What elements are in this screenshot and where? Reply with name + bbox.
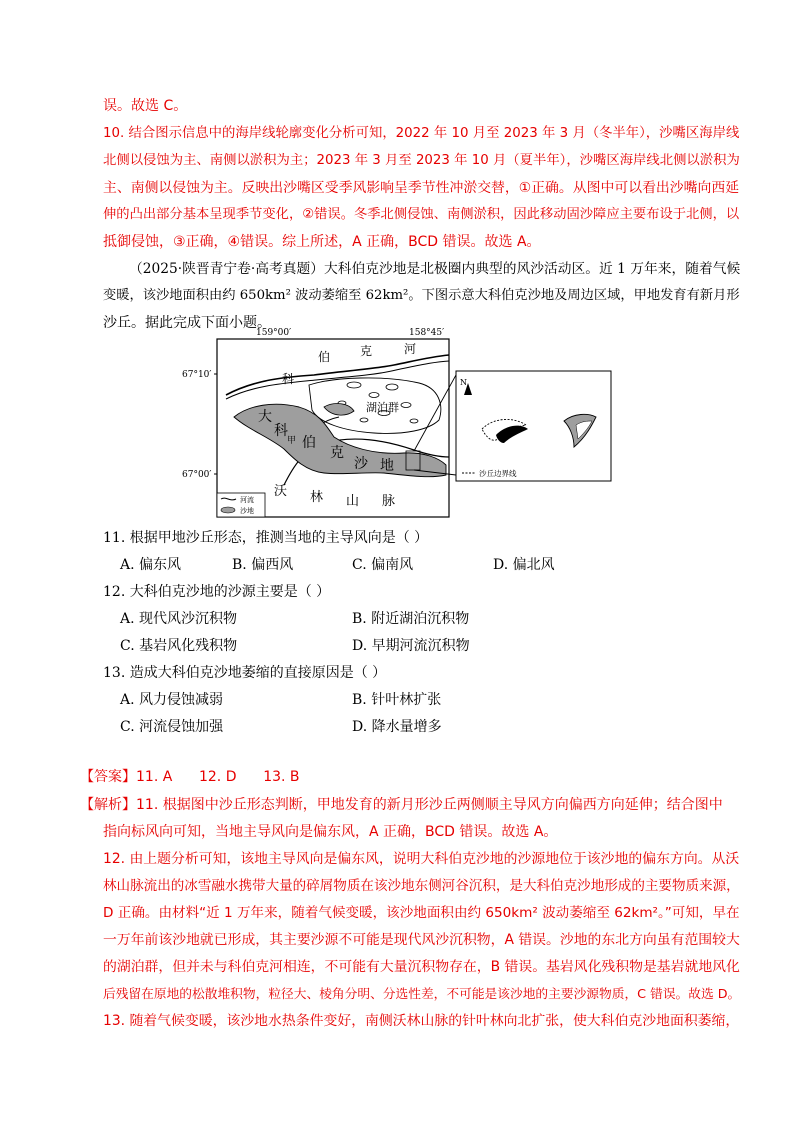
legend-river-label: 河流	[240, 496, 254, 504]
legend-sand-label: 沙地	[240, 507, 254, 515]
inset-north-label: N	[460, 378, 467, 387]
analysis-text-line: 后残留在原地的松散堆积物，粒径大、棱角分明、分选性差，不可能是该沙地的主要沙源物质，C 错误。故选 D。	[103, 986, 741, 1001]
analysis-q10-line-4: 伸的凸出部分基本呈现季节变化，②错误。冬季北侧侵蚀、南侧淤积，因此移动固沙障应主要布设于北侧，以	[103, 207, 740, 222]
analysis-text-line: D 正确。由材料“近 1 万年来，随着气候变暖，该沙地面积由约 650km² 波动萎缩至 62km²。”可知，早在	[103, 905, 740, 921]
analysis-q10-line-5: 抵御侵蚀，③正确，④错误。综上所述，A 正确，BCD 错误。故选 A。	[103, 234, 541, 250]
analysis-q10-line-2: 北侧以侵蚀为主、南侧以淤积为主；2023 年 3 月至 2023 年 10 月（夏半年），沙嘴区海岸线北侧以淤积为	[103, 153, 740, 168]
label-mountain-char: 脉	[382, 494, 396, 509]
inset-legend-label: 沙丘边界线	[479, 469, 517, 478]
q12-option-d: D. 早期河流沉积物	[352, 638, 470, 654]
kobuk-sand-map	[182, 325, 614, 525]
q13-option-a: A. 风力侵蚀减弱	[120, 692, 224, 708]
analysis-text-line: 12. 由上题分析可知，该地主导风向是偏东风，说明大科伯克沙地的沙源地位于该沙地的偏东方向。从沃	[103, 851, 740, 867]
q11-option-c: C. 偏南风	[352, 557, 414, 573]
answer-label: 【答案】	[80, 769, 136, 785]
analysis-line	[80, 795, 723, 815]
lon-label-left: 159°00′	[256, 328, 292, 338]
label-sand-char: 大	[258, 409, 272, 425]
legend-sand-symbol	[221, 507, 235, 513]
label-river-char: 克	[360, 344, 373, 358]
label-sand-char: 伯	[302, 435, 316, 451]
q13-option-b: B. 针叶林扩张	[352, 692, 442, 708]
label-river-char: 科	[282, 372, 295, 386]
question-12-stem: 12. 大科伯克沙地的沙源主要是（ ）	[103, 584, 331, 600]
previous-analysis-end: 误。故选 C。	[103, 98, 188, 114]
q12-option-b: B. 附近湖泊沉积物	[352, 611, 470, 627]
answer-line	[80, 767, 300, 787]
label-sand-char: 克	[330, 445, 344, 461]
label-river-char: 河	[404, 342, 417, 356]
q11-option-d: D. 偏北风	[493, 557, 555, 573]
analysis-q10-line-3: 主、南侧以侵蚀为主。反映出沙嘴区受季风影响呈季节性冲淤交替，①正确。从图中可以看出沙嘴向西延	[103, 180, 740, 196]
analysis-text-line: 指向标风向可知，当地主导风向是偏东风，A 正确，BCD 错误。故选 A。	[103, 824, 558, 840]
analysis-text: 11. 根据图中沙丘形态判断，甲地发育的新月形沙丘两侧顺主导风方向偏西方向延伸；结合图中	[136, 797, 723, 813]
analysis-text-line: 13. 随着气候变暖，该沙地水热条件变好，南侧沃林山脉的针叶林向北扩张，使大科伯克沙地面积萎缩，	[103, 1013, 740, 1029]
analysis-text-line: 林山脉流出的冰雪融水携带大量的碎屑物质在该沙地东侧河谷沉积，是大科伯克沙地形成的主要物质来源，	[103, 878, 740, 894]
label-river-char: 伯	[318, 350, 331, 364]
material-intro: 大科伯克沙地是北极圈内典型的风沙活动区。近 1 万年来，随着气候	[324, 261, 741, 277]
q12-option-c: C. 基岩风化残积物	[120, 638, 238, 654]
question-11-stem: 11. 根据甲地沙丘形态，推测当地的主导风向是（ ）	[103, 530, 429, 546]
material-line-3: 沙丘。据此完成下面小题。	[103, 315, 271, 331]
label-sand-char: 地	[380, 458, 394, 474]
lat-label-bottom: 67°00′	[182, 470, 212, 480]
label-lakes: 湖泊群	[366, 401, 399, 414]
question-13-stem: 13. 造成大科伯克沙地萎缩的直接原因是（ ）	[103, 665, 387, 681]
q11-option-a: A. 偏东风	[120, 557, 182, 573]
answer-text: 11. A 12. D 13. B	[136, 769, 300, 785]
q13-option-d: D. 降水量增多	[352, 719, 442, 735]
q12-option-a: A. 现代风沙沉积物	[120, 611, 238, 627]
label-mountain-char: 沃	[274, 484, 288, 499]
analysis-q10-line-1: 10. 结合图示信息中的海岸线轮廓变化分析可知，2022 年 10 月至 2023 年 3 月（冬半年），沙嘴区海岸线	[103, 126, 740, 141]
lat-label-top: 67°10′	[182, 370, 212, 380]
label-jia: 甲	[287, 436, 297, 446]
material-line-1	[129, 259, 740, 279]
q13-option-c: C. 河流侵蚀加强	[120, 719, 224, 735]
label-mountain-char: 林	[310, 490, 324, 505]
analysis-text-line: 的湖泊群，但并未与科伯克河相连，不可能有大量沉积物存在，B 错误。基岩风化残积物是基岩就地风化	[103, 959, 740, 975]
label-mountain-char: 山	[346, 494, 360, 509]
analysis-label: 【解析】	[80, 797, 136, 813]
material-source: （2025·陕晋青宁卷·高考真题）	[129, 261, 324, 277]
label-sand-char: 科	[274, 423, 288, 439]
lon-label-right: 158°45′	[409, 328, 445, 338]
q11-option-b: B. 偏西风	[232, 557, 294, 573]
label-sand-char: 沙	[354, 456, 368, 472]
analysis-text-line: 一万年前该沙地就已形成，其主要沙源不可能是现代风沙沉积物，A 错误。沙地的东北方向虽有范围较大	[103, 932, 740, 948]
material-line-2: 变暖，该沙地面积由约 650km² 波动萎缩至 62km²。下图示意大科伯克沙地及周边区域，甲地发育有新月形	[103, 288, 740, 303]
